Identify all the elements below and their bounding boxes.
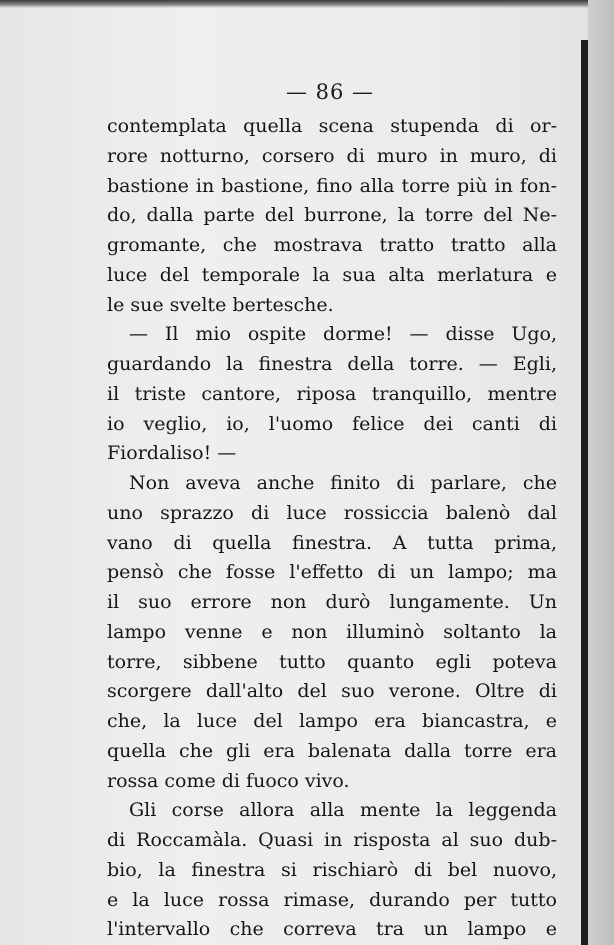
text-line: guardando la finestra della torre. — Egli, xyxy=(107,353,557,375)
text-line: luce del temporale la sua alta merlatura e xyxy=(107,263,557,286)
text-line: e la luce rossa rimase, durando per tutto xyxy=(107,888,557,911)
text-line: rossa come di fuoco vivo. xyxy=(107,769,350,792)
text-line: bastione in bastione, fino alla torre più in fon- xyxy=(107,174,557,197)
text-line: — Il mio ospite dorme! — disse Ugo, xyxy=(129,323,557,346)
text-line: gromante, che mostrava tratto tratto alla xyxy=(107,234,557,256)
text-line: contemplata quella scena stupenda di or- xyxy=(107,115,557,137)
text-line: uno sprazzo di luce rossiccia balenò dal xyxy=(107,501,557,524)
text-line: bio, la finestra si rischiarò di bel nuovo, xyxy=(107,858,557,881)
text-line: Fiordaliso! — xyxy=(107,442,237,465)
text-line: lampo venne e non illuminò soltanto la xyxy=(107,620,557,643)
text-line: il suo errore non durò lungamente. Un xyxy=(107,591,557,613)
text-line: vano di quella finestra. A tutta prima, xyxy=(107,531,557,554)
text-line: scorgere dall'alto del suo verone. Oltre di xyxy=(107,680,557,703)
text-line: torre, sibbene tutto quanto egli poteva xyxy=(107,650,557,673)
page-edge-line xyxy=(581,40,588,945)
text-line: quella che gli era balenata dalla torre era xyxy=(107,739,557,762)
body-text xyxy=(107,112,557,945)
adjacent-page-edge xyxy=(588,0,614,945)
text-line: do, dalla parte del burrone, la torre del Ne- xyxy=(107,204,557,227)
text-line: Gli corse allora alla mente la leggenda xyxy=(129,799,557,822)
top-edge-shadow xyxy=(0,0,614,8)
text-line: che, la luce del lampo era biancastra, e xyxy=(107,710,557,732)
page-number: — 86 — xyxy=(285,80,375,104)
text-line: l'intervallo che correva tra un lampo e xyxy=(107,918,557,941)
text-line: le sue svelte bertesche. xyxy=(107,293,334,316)
text-line: Non aveva anche finito di parlare, che xyxy=(129,472,557,494)
text-line: pensò che fosse l'effetto di un lampo; ma xyxy=(107,561,557,584)
text-line: il triste cantore, riposa tranquillo, mentre xyxy=(107,382,557,405)
text-line: rore notturno, corsero di muro in muro, di xyxy=(107,144,557,167)
text-line: di Roccamàla. Quasi in risposta al suo dub- xyxy=(107,829,557,851)
text-line: io veglio, io, l'uomo felice dei canti di xyxy=(107,412,557,435)
